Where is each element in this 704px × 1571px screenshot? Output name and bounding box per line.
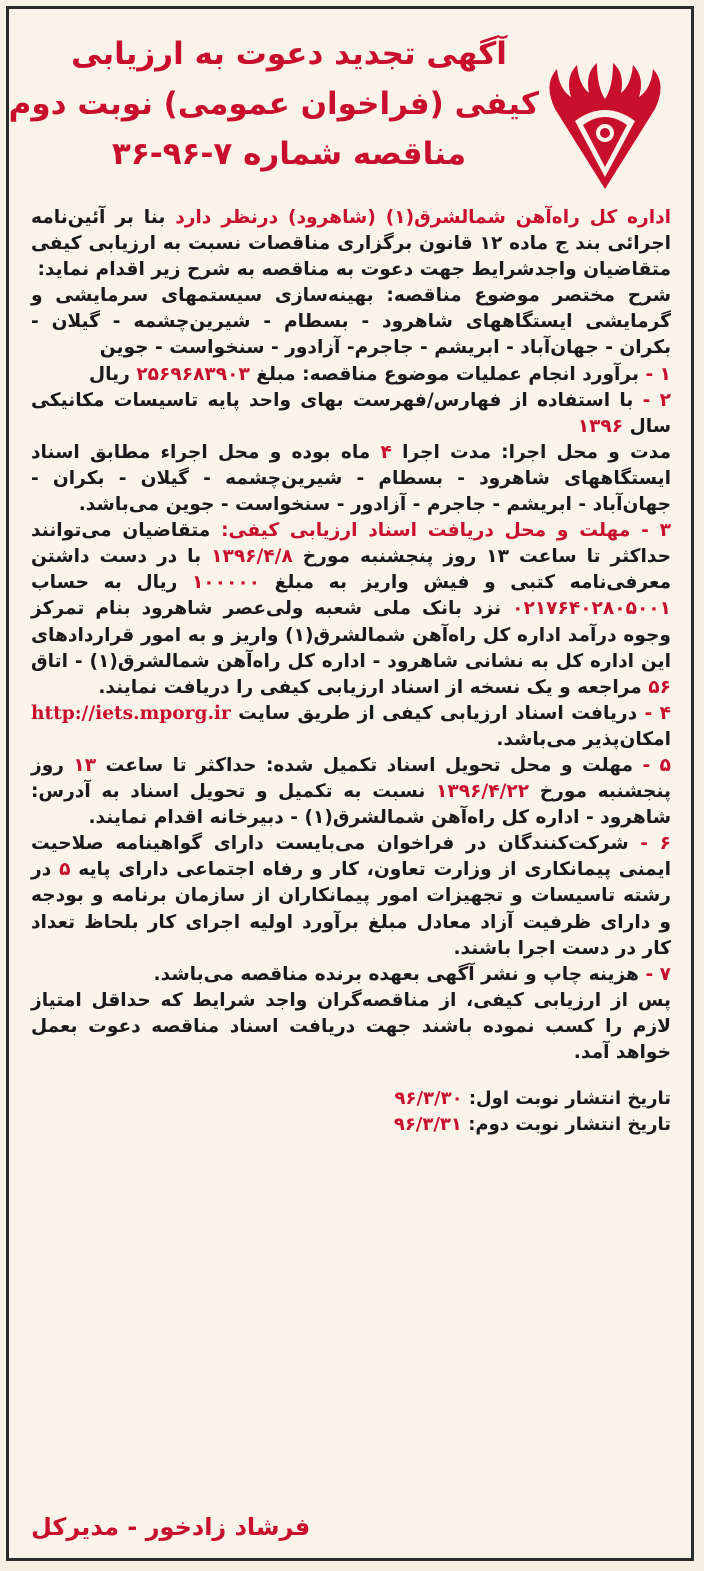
item-7 xyxy=(31,962,671,988)
price-list-year: ۱۳۹۶ xyxy=(577,415,624,437)
item-5-text-2: روز پنجشنبه مورخ xyxy=(31,754,671,803)
room-number: ۵۶ xyxy=(648,676,671,698)
item-3-text-1: متقاضیان می‌توانند حداکثر تا ساعت ۱۳ روز پنجشنبه مورخ xyxy=(31,520,671,568)
duration-text-b: ماه بوده و محل اجراء مطابق اسناد ایستگاههای شاهرود - بسطام - شیرین‌چشمه - گیلان - بکران - جهان‌آباد - ابریشم - جاجرم - آزادور - سنخواست - جوین می‌باشد. xyxy=(31,441,671,516)
item-6 xyxy=(31,831,671,961)
first-publication-date: ۹۶/۳/۳۰ xyxy=(394,1088,463,1110)
item-1 xyxy=(31,362,671,388)
duration-months: ۴ xyxy=(380,441,392,463)
item-6-number: ۶ - xyxy=(640,833,671,855)
item-2-number: ۲ - xyxy=(642,389,671,411)
item-1-number: ۱ - xyxy=(645,363,671,385)
title-block xyxy=(8,29,539,179)
title-line-1: آگهی تجدید دعوت به ارزیابی xyxy=(71,36,507,72)
estimate-amount: ۲۵۶۹۶۸۳۹۰۳ xyxy=(136,363,250,385)
item-3-text-2: با در دست داشتن معرفی‌نامه کتبی و فیش واریز به مبلغ xyxy=(31,546,671,594)
winged-emblem-logo xyxy=(535,39,675,199)
item-1-text: برآورد انجام عملیات موضوع مناقصه: مبلغ xyxy=(249,363,646,385)
summary-paragraph: شرح مختصر موضوع مناقصه: بهینه‌سازی سیستمهای سرمایشی و گرمایشی ایستگاههای شاهرود - بسطام - شیرین‌چشمه - گیلان - بکران - جهان‌آباد - ابریشم - جاجرم- آزادور - سنخواست - جوین xyxy=(31,285,671,359)
item-6-text-2: در رشته تاسیسات و تجهیزات امور پیمانکاران از سازمان برنامه و بودجه و دارای ظرفیت آزاد معادل مبلغ برآورد اولیه اجرای کار بلحاظ تعداد کار در دست اجرا باشند. xyxy=(31,859,671,959)
first-publication-label: تاریخ انتشار نوبت اول: xyxy=(462,1088,671,1110)
first-publication xyxy=(31,1086,671,1112)
item-5-deadline: ۱۳۹۶/۴/۲۲ xyxy=(436,781,530,803)
item-5 xyxy=(31,753,671,831)
item-6-grade: ۵ xyxy=(59,859,71,881)
item-4-text: دریافت اسناد ارزیابی کیفی از طریق سایت xyxy=(230,702,645,724)
item-4-text-2: امکان‌پذیر می‌باشد. xyxy=(496,728,671,750)
second-publication xyxy=(31,1112,671,1138)
item-3-heading: ۳ - مهلت و محل دریافت اسناد ارزیابی کیفی: xyxy=(221,520,671,542)
title-line-2: کیفی (فراخوان عمومی) نوبت دوم xyxy=(8,86,539,122)
item-6-text-1: شرکت‌کنندگان در فراخوان می‌بایست دارای گواهینامه صلاحیت ایمنی پیمانکاری از وزارت تعاون، کار و رفاه اجتماعی دارای پایه xyxy=(31,833,671,881)
second-publication-label: تاریخ انتشار نوبت دوم: xyxy=(461,1114,671,1136)
signature: فرشاد زادخور - مدیرکل xyxy=(31,1513,311,1541)
item-4 xyxy=(31,701,671,753)
bank-account-number: ۰۲۱۷۶۴۰۲۸۰۵۰۰۱ xyxy=(512,598,671,620)
item-3-text-4: نزد بانک ملی شعبه ولی‌عصر شاهرود بنام تمرکز وجوه درآمد اداره کل راه‌آهن شمالشرق(۱) واریز و به امور قراردادهای این اداره کل به نشانی شاهرود - اداره کل راه‌آهن شمالشرق(۱) - اتاق xyxy=(31,598,671,672)
item-3-text-3: ریال به حساب xyxy=(31,572,192,594)
item-2 xyxy=(31,388,671,440)
item-5-hour: ۱۳ xyxy=(73,754,97,776)
advertisement-frame xyxy=(6,6,694,1561)
duration-text-a: مدت و محل اجرا: مدت اجرا xyxy=(391,441,671,463)
intro-text: بنا بر آئین‌نامه اجرائی بند ج ماده ۱۲ قانون برگزاری مناقصات نسبت به ارزیابی کیفی متقاضیان واجدشرایط جهت دعوت به مناقصه به شرح زیر اقدام نماید: xyxy=(31,207,671,281)
intro-paragraph xyxy=(31,205,671,283)
second-publication-date: ۹۶/۳/۳۱ xyxy=(393,1114,462,1136)
item-3 xyxy=(31,518,671,701)
item-4-number: ۴ - xyxy=(644,702,671,724)
item-5-text-1: مهلت و محل تحویل اسناد تکمیل شده: حداکثر تا ساعت xyxy=(96,754,643,776)
duration-paragraph xyxy=(31,440,671,518)
item-2-text: با استفاده از فهارس/فهرست بهای واحد پایه تاسیسات مکانیکی سال xyxy=(31,389,671,437)
item-3-text-5: مراجعه و یک نسخه از اسناد ارزیابی کیفی را دریافت نمایند. xyxy=(98,676,649,698)
closing-paragraph: پس از ارزیابی کیفی، از مناقصه‌گران واجد شرایط که حداقل امتیاز لازم را کسب نموده باشند جهت دریافت اسناد مناقصه دعوت بعمل خواهد آمد. xyxy=(31,989,671,1063)
item-3-fee: ۱۰۰۰۰۰ xyxy=(191,572,261,594)
item-7-number: ۷ - xyxy=(645,963,671,985)
item-5-text-3: نسبت به تکمیل و تحویل اسناد به آدرس: شاهرود - اداره کل راه‌آهن شمالشرق(۱) - دبیرخانه اقدام نمایند. xyxy=(31,781,671,829)
item-3-deadline: ۱۳۹۶/۴/۸ xyxy=(211,546,293,568)
title-line-3: مناقصه شماره ۷-۹۶-۳۶ xyxy=(111,136,467,172)
header xyxy=(8,19,687,199)
publication-dates xyxy=(31,1086,671,1138)
item-1-unit: ریال xyxy=(89,363,137,385)
intro-lead: اداره کل راه‌آهن شمالشرق(۱) (شاهرود) درنظر دارد xyxy=(175,207,671,228)
item-5-number: ۵ - xyxy=(642,754,671,776)
item-7-text: هزینه چاپ و نشر آگهی بعهده برنده مناقصه می‌باشد. xyxy=(153,963,646,985)
website-link[interactable]: http://iets.mporg.ir xyxy=(31,702,231,724)
notice-body xyxy=(31,205,671,1138)
